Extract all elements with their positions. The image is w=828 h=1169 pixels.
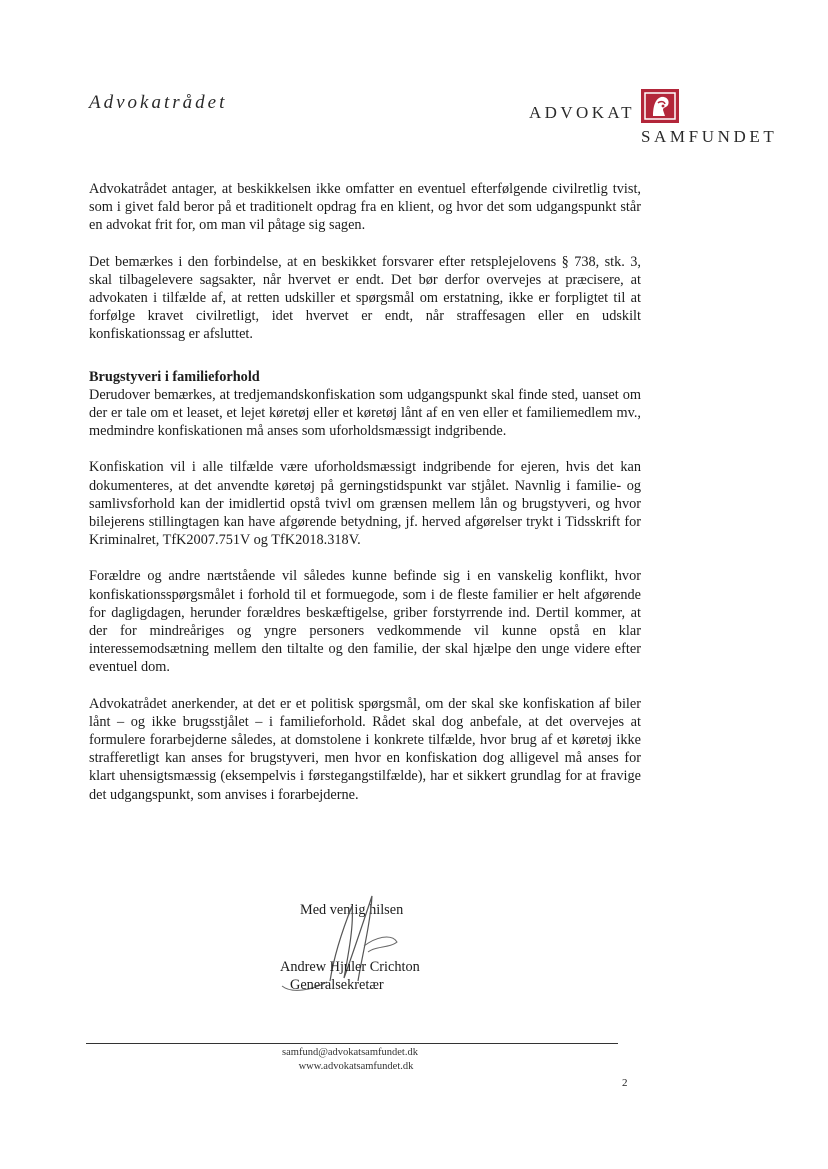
footer-website: www.advokatsamfundet.dk — [298, 1061, 414, 1072]
document-header-title: Advokatrådet — [89, 92, 228, 113]
letter-body — [89, 180, 641, 822]
section-paragraph-4: Advokatrådet anerkender, at det er et politisk spørgsmål, om der skal ske konfiskation af biler lånt – og ikke brugsstjålet – i familieforhold. Rådet skal dog anbefale, at det overvejes at formulere forarbejderne således, at domstolene i konkrete tilfælde, hvor brug af et køretøj ikke strafferetligt kan anses for brugstyveri, men hvor en konfiskation dog alligevel må anses for klart uhensigtsmæssig (eksempelvis i førstegangstilfælde), har et sikkert grundlag for at fravige det udgangspunkt, som anvises i forarbejderne. — [89, 695, 641, 803]
page-number: 2 — [622, 1077, 628, 1089]
logo-emblem-icon — [641, 89, 679, 123]
section-heading: Brugstyveri i familieforhold — [89, 368, 260, 385]
logo-text-top: ADVOKAT — [529, 103, 635, 122]
section-paragraph-1: Derudover bemærkes, at tredjemandskonfiskation som udgangspunkt skal finde sted, uanset om der er tale om et leaset, et lejet køretøj eller et køretøj lånt af en ven eller et familiemedlem mv., medmindre konfiskationen må anses som uforholdsmæssigt indgribende. — [89, 386, 641, 440]
paragraph-1: Advokatrådet antager, at beskikkelsen ikke omfatter en eventuel efterfølgende civilretlig tvist, som i givet fald beror på et traditionelt opdrag fra en klient, og hvor det som udgangspunkt står en advokat frit for, om man vil påtage sig sagen. — [89, 181, 641, 234]
footer-email: samfund@advokatsamfundet.dk — [282, 1047, 418, 1058]
signer-title: Generalsekretær — [290, 977, 384, 993]
logo-text-bottom: SAMFUNDET — [641, 127, 778, 146]
section-paragraph-2: Konfiskation vil i alle tilfælde være uforholdsmæssigt indgribende for ejeren, hvis det kan dokumenteres, at det anvendte køretøj på gerningstidspunkt var stjålet. Navnlig i familie- og samlivsforhold kan der imidlertid opstå tvivl om grænsen mellem lån og brugstyveri, og hvor bilejerens stillingtagen kan have afgørende betydning, jf. herved afgørelser trykt i Tidsskrift for Kriminalret, TfK2007.751V og TfK2018.318V. — [89, 459, 641, 549]
section-paragraph-3: Forældre og andre nærtstående vil således kunne befinde sig i en vanskelig konflikt, hvor konfiskationsspørgsmålet i forhold til et formuegode, som i de fleste familier er helt afgørende for dagligdagen, herunder forældres beskæftigelse, griber forstyrrende ind. Dertil kommer, at der for mindreåriges og yngre personers vedkommende vil kunne opstå en klar interessemodsætning mellem den tiltalte og den familie, der skal hjælpe den unge videre efter eventuel dom. — [89, 568, 641, 676]
advokatsamfundet-logo — [529, 89, 789, 151]
signer-name: Andrew Hjuler Crichton — [280, 959, 420, 975]
footer-divider — [86, 1043, 618, 1044]
closing-greeting: Med venlig hilsen — [300, 902, 404, 918]
paragraph-2: Det bemærkes i den forbindelse, at en beskikket forsvarer efter retsplejelovens § 738, stk. 3, skal tilbagelevere sagsakter, når hvervet er endt. Det bør derfor overvejes at præcisere, at advokaten i tilfælde af, at retten udskiller et spørgsmål om erstatning, ikke er forpligtet til at forfølge kravet civilretligt, idet hvervet er endt, når straffesagen eller en udskilt konfiskationssag er afsluttet. — [89, 253, 641, 343]
